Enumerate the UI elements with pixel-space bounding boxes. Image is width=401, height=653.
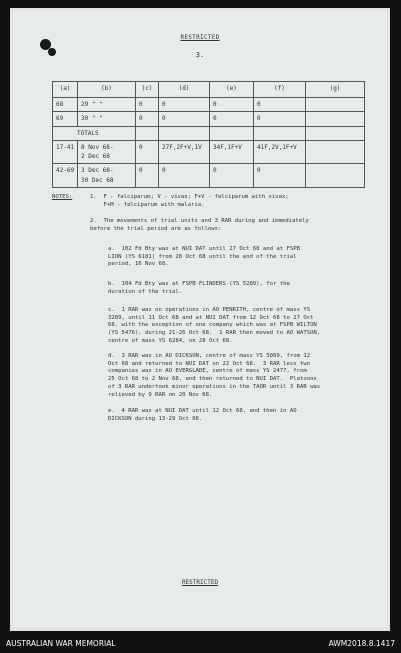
table-cell: 0 — [210, 164, 254, 188]
note-paragraph: a. 102 Fd Bty was at NUI DAT until 27 Oct 68 and at FSPB LION (YS 6181) from 28 Oct 68 until the end of the trial period, 16 Nov 68. — [108, 246, 300, 268]
table-cell — [306, 164, 365, 188]
table-cell — [136, 126, 159, 140]
table-cell — [306, 112, 365, 126]
table-cell: 27F,2F+V,1V — [159, 140, 210, 164]
column-header: (b) — [78, 82, 136, 98]
note-paragraph: d. 3 RAR was in AO DICKSON, centre of mass YS 5089, from 12 Oct 68 and returned to NUI DAT on 22 Oct 68. 3 RAR less two companies was in AO EVERGLADE, centre of mass YS 2477, from 25 Oct 68 to 2 Nov 68, and then returned to NUI DAT. Platoons of 3 RAR undertook minor operations in the TAOR until 3 RAR was relieved by 9 RAR on 20 Nov 68. — [108, 353, 321, 398]
table-cell — [210, 126, 254, 140]
table-cell: 0 — [254, 112, 306, 126]
table-cell: 0 — [159, 112, 210, 126]
table-cell: 29 " " — [78, 98, 136, 112]
table-cell: 34F,1F+V — [210, 140, 254, 164]
table-row — [53, 126, 365, 140]
table-row — [53, 112, 365, 126]
table-row — [53, 98, 365, 112]
column-header: (g) — [306, 82, 365, 98]
note-paragraph: e. 4 RAR was at NUI DAT until 12 Oct 68, and then in AO DICKSON during 13-29 Oct 68. — [108, 408, 297, 422]
table-header-row — [53, 82, 365, 98]
totals-label: TOTALS — [53, 126, 136, 140]
table-cell: 0 — [210, 112, 254, 126]
column-header: (a) — [53, 82, 78, 98]
table-cell: 0 — [254, 164, 306, 188]
note-paragraph: b. 104 Fd Bty was at FSPB FLINDERS (YS 5289), for the duration of the trial. — [108, 281, 290, 295]
table-cell: 0 — [159, 164, 210, 188]
notes-label: NOTES: — [52, 194, 73, 200]
results-table — [52, 81, 365, 188]
table-row — [53, 164, 365, 188]
page-number: 3. — [195, 51, 205, 59]
table-cell: 42-69 — [53, 164, 78, 188]
table-cell: 0 — [159, 98, 210, 112]
table-cell: 8 Nov 68- 2 Dec 68 — [78, 140, 136, 164]
table-cell — [159, 126, 210, 140]
column-header: (f) — [254, 82, 306, 98]
note-paragraph: 2. The movements of trial units and 3 RAR during and immediately before the trial period are as follows: — [90, 218, 309, 232]
table-cell — [254, 126, 306, 140]
table-row — [53, 140, 365, 164]
table-cell: 0 — [254, 98, 306, 112]
table-cell: 0 — [136, 140, 159, 164]
note-paragraph: c. 1 RAR was on operations in AO PENRITH, centre of mass YS 3289, until 11 Oct 68 and at NUI DAT from 12 Oct 68 to 27 Oct 68, with the exception of one company which was at FSPB WILTON (YS 5476), during 21-26 Oct 68. 1 RAR then moved to AO WATSON, centre of mass YS 6284, on 28 Oct 68. — [108, 307, 321, 344]
table-cell: 69 — [53, 112, 78, 126]
table-cell — [306, 98, 365, 112]
classification-header: RESTRICTED — [180, 34, 220, 41]
table-cell: 68 — [53, 98, 78, 112]
column-header: (d) — [159, 82, 210, 98]
table-cell: 0 — [136, 164, 159, 188]
table-cell: 0 — [136, 98, 159, 112]
table-cell: 3 Dec 68- 30 Dec 68 — [78, 164, 136, 188]
note-paragraph: 1. F - falciparum; V - vivax; F+V - falciparum with vivax; F+M - falciparum with malaria. — [90, 194, 289, 208]
table-cell: 41F,2V,1F+V — [254, 140, 306, 164]
table-cell: 0 — [136, 112, 159, 126]
column-header: (c) — [136, 82, 159, 98]
table-cell — [306, 126, 365, 140]
table-cell: 0 — [210, 98, 254, 112]
classification-footer: RESTRICTED — [181, 579, 219, 586]
table-cell: 30 " " — [78, 112, 136, 126]
archive-reference: AWM2018.8.1417 — [328, 639, 395, 648]
archive-caption: AUSTRALIAN WAR MEMORIAL — [6, 639, 116, 648]
document-page — [10, 8, 390, 631]
column-header: (e) — [210, 82, 254, 98]
table-cell: 17-41 — [53, 140, 78, 164]
table-cell — [306, 140, 365, 164]
